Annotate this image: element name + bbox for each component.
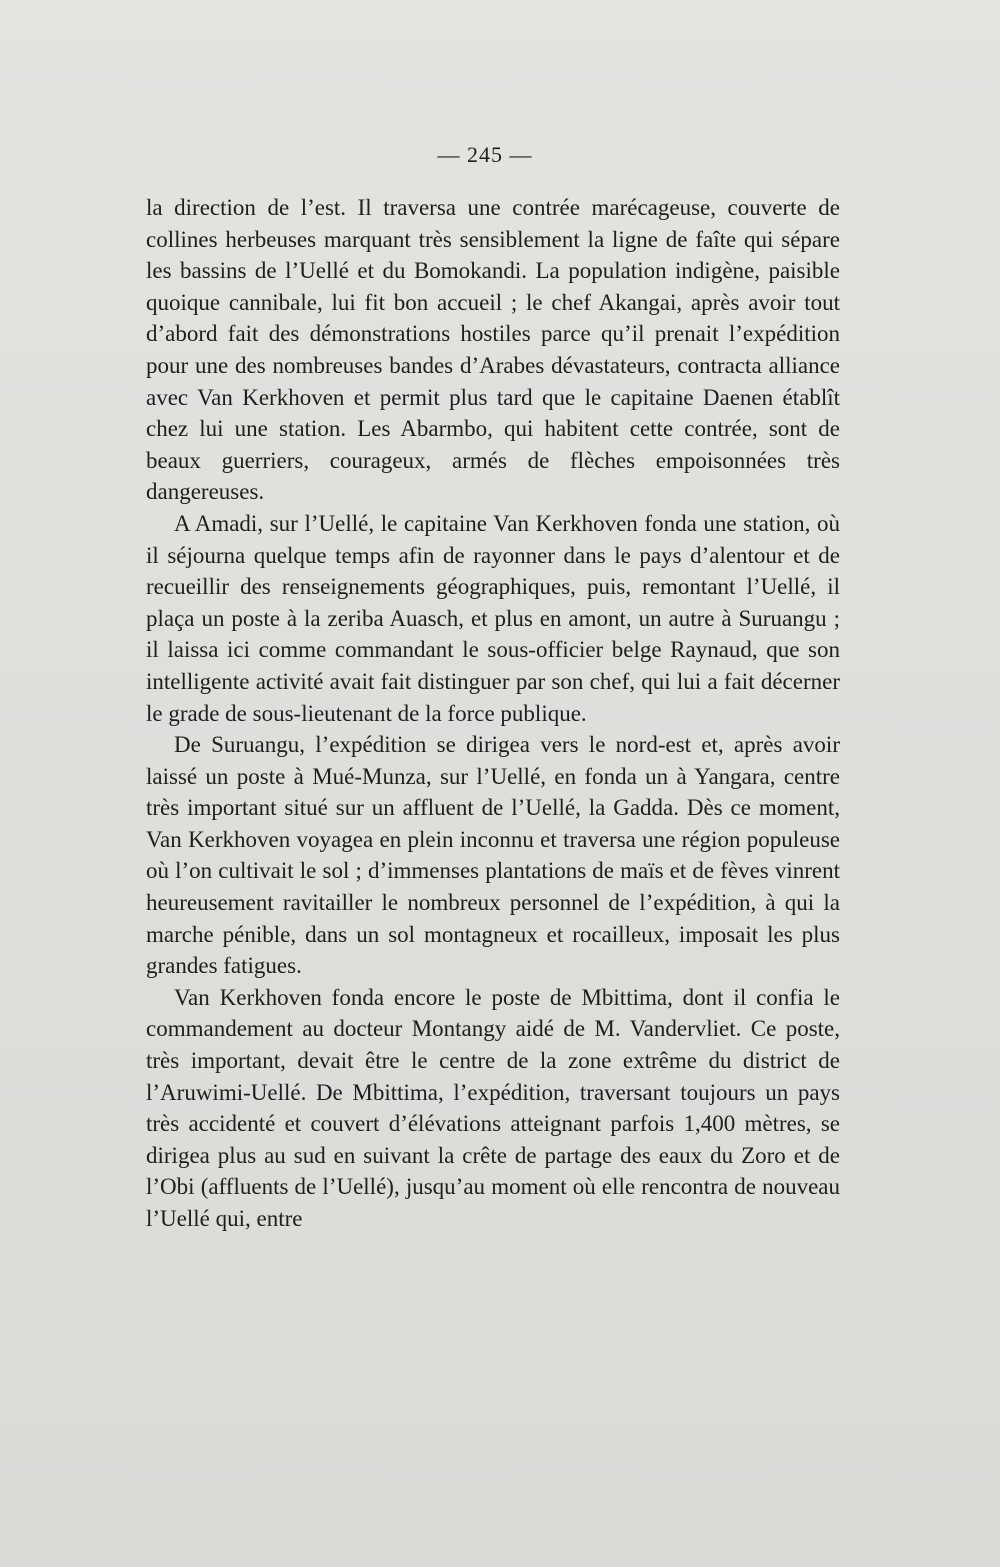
paragraph-2: A Amadi, sur l’Uellé, le capitaine Van Kerkhoven fonda une station, où il séjourna quelque temps afin de rayonner dans le pays d’alentour et de recueillir des renseignements géographiques, puis, remontant l’Uellé, il plaça un poste à la zeriba Auasch, et plus en amont, un autre à Suruangu ; il laissa ici comme commandant le sous-officier belge Raynaud, que son intelligente activité avait fait distinguer par son chef, qui lui a fait décerner le grade de sous-lieutenant de la force publique. [146, 510, 840, 726]
paragraph-3: De Suruangu, l’expédition se dirigea vers le nord-est et, après avoir laissé un poste à Mué-Munza, sur l’Uellé, en fonda un à Yangara, centre très important situé sur un affluent de l’Uellé, la Gadda. Dès ce moment, Van Kerkhoven voyagea en plein inconnu et traversa une région populeuse où l’on cultivait le sol ; d’immenses plantations de maïs et de fèves vinrent heureusement ravitailler le nombreux personnel de l’expédition, à qui la marche pénible, dans un sol montagneux et rocailleux, imposait les plus grandes fatigues. [146, 732, 840, 979]
paragraph-4: Van Kerkhoven fonda encore le poste de Mbittima, dont il confia le commandement au docteur Montangy aidé de M. Vandervliet. Ce poste, très important, devait être le centre de la zone extrême du district de l’Aruwimi-Uellé. De Mbittima, l’expédition, traversant toujours un pays très accidenté et couvert d’élévations atteignant parfois 1,400 mètres, se dirigea plus au sud en suivant la crête de partage des eaux du Zoro et de l’Obi (affluents de l’Uellé), jusqu’au moment où elle rencontra de nouveau l’Uellé qui, entre [146, 984, 840, 1231]
page-number: — 245 — [437, 142, 533, 167]
paragraph-1: la direction de l’est. Il traversa une contrée marécageuse, couverte de collines herbeuses marquant très sensiblement la ligne de faîte qui sépare les bassins de l’Uellé et du Bomokandi. La population indigène, paisible quoique cannibale, lui fit bon accueil ; le chef Akangai, après avoir tout d’abord fait des démonstrations hostiles parce qu’il prenait l’expédition pour une des nombreuses bandes d’Arabes dévastateurs, contracta alliance avec Van Kerkhoven et permit plus tard que le capitaine Daenen établît chez lui une station. Les Abarmbo, qui habitent cette contrée, sont de beaux guerriers, courageux, armés de flèches empoisonnées très dangereuses. [146, 195, 840, 505]
body-text [146, 192, 840, 1235]
